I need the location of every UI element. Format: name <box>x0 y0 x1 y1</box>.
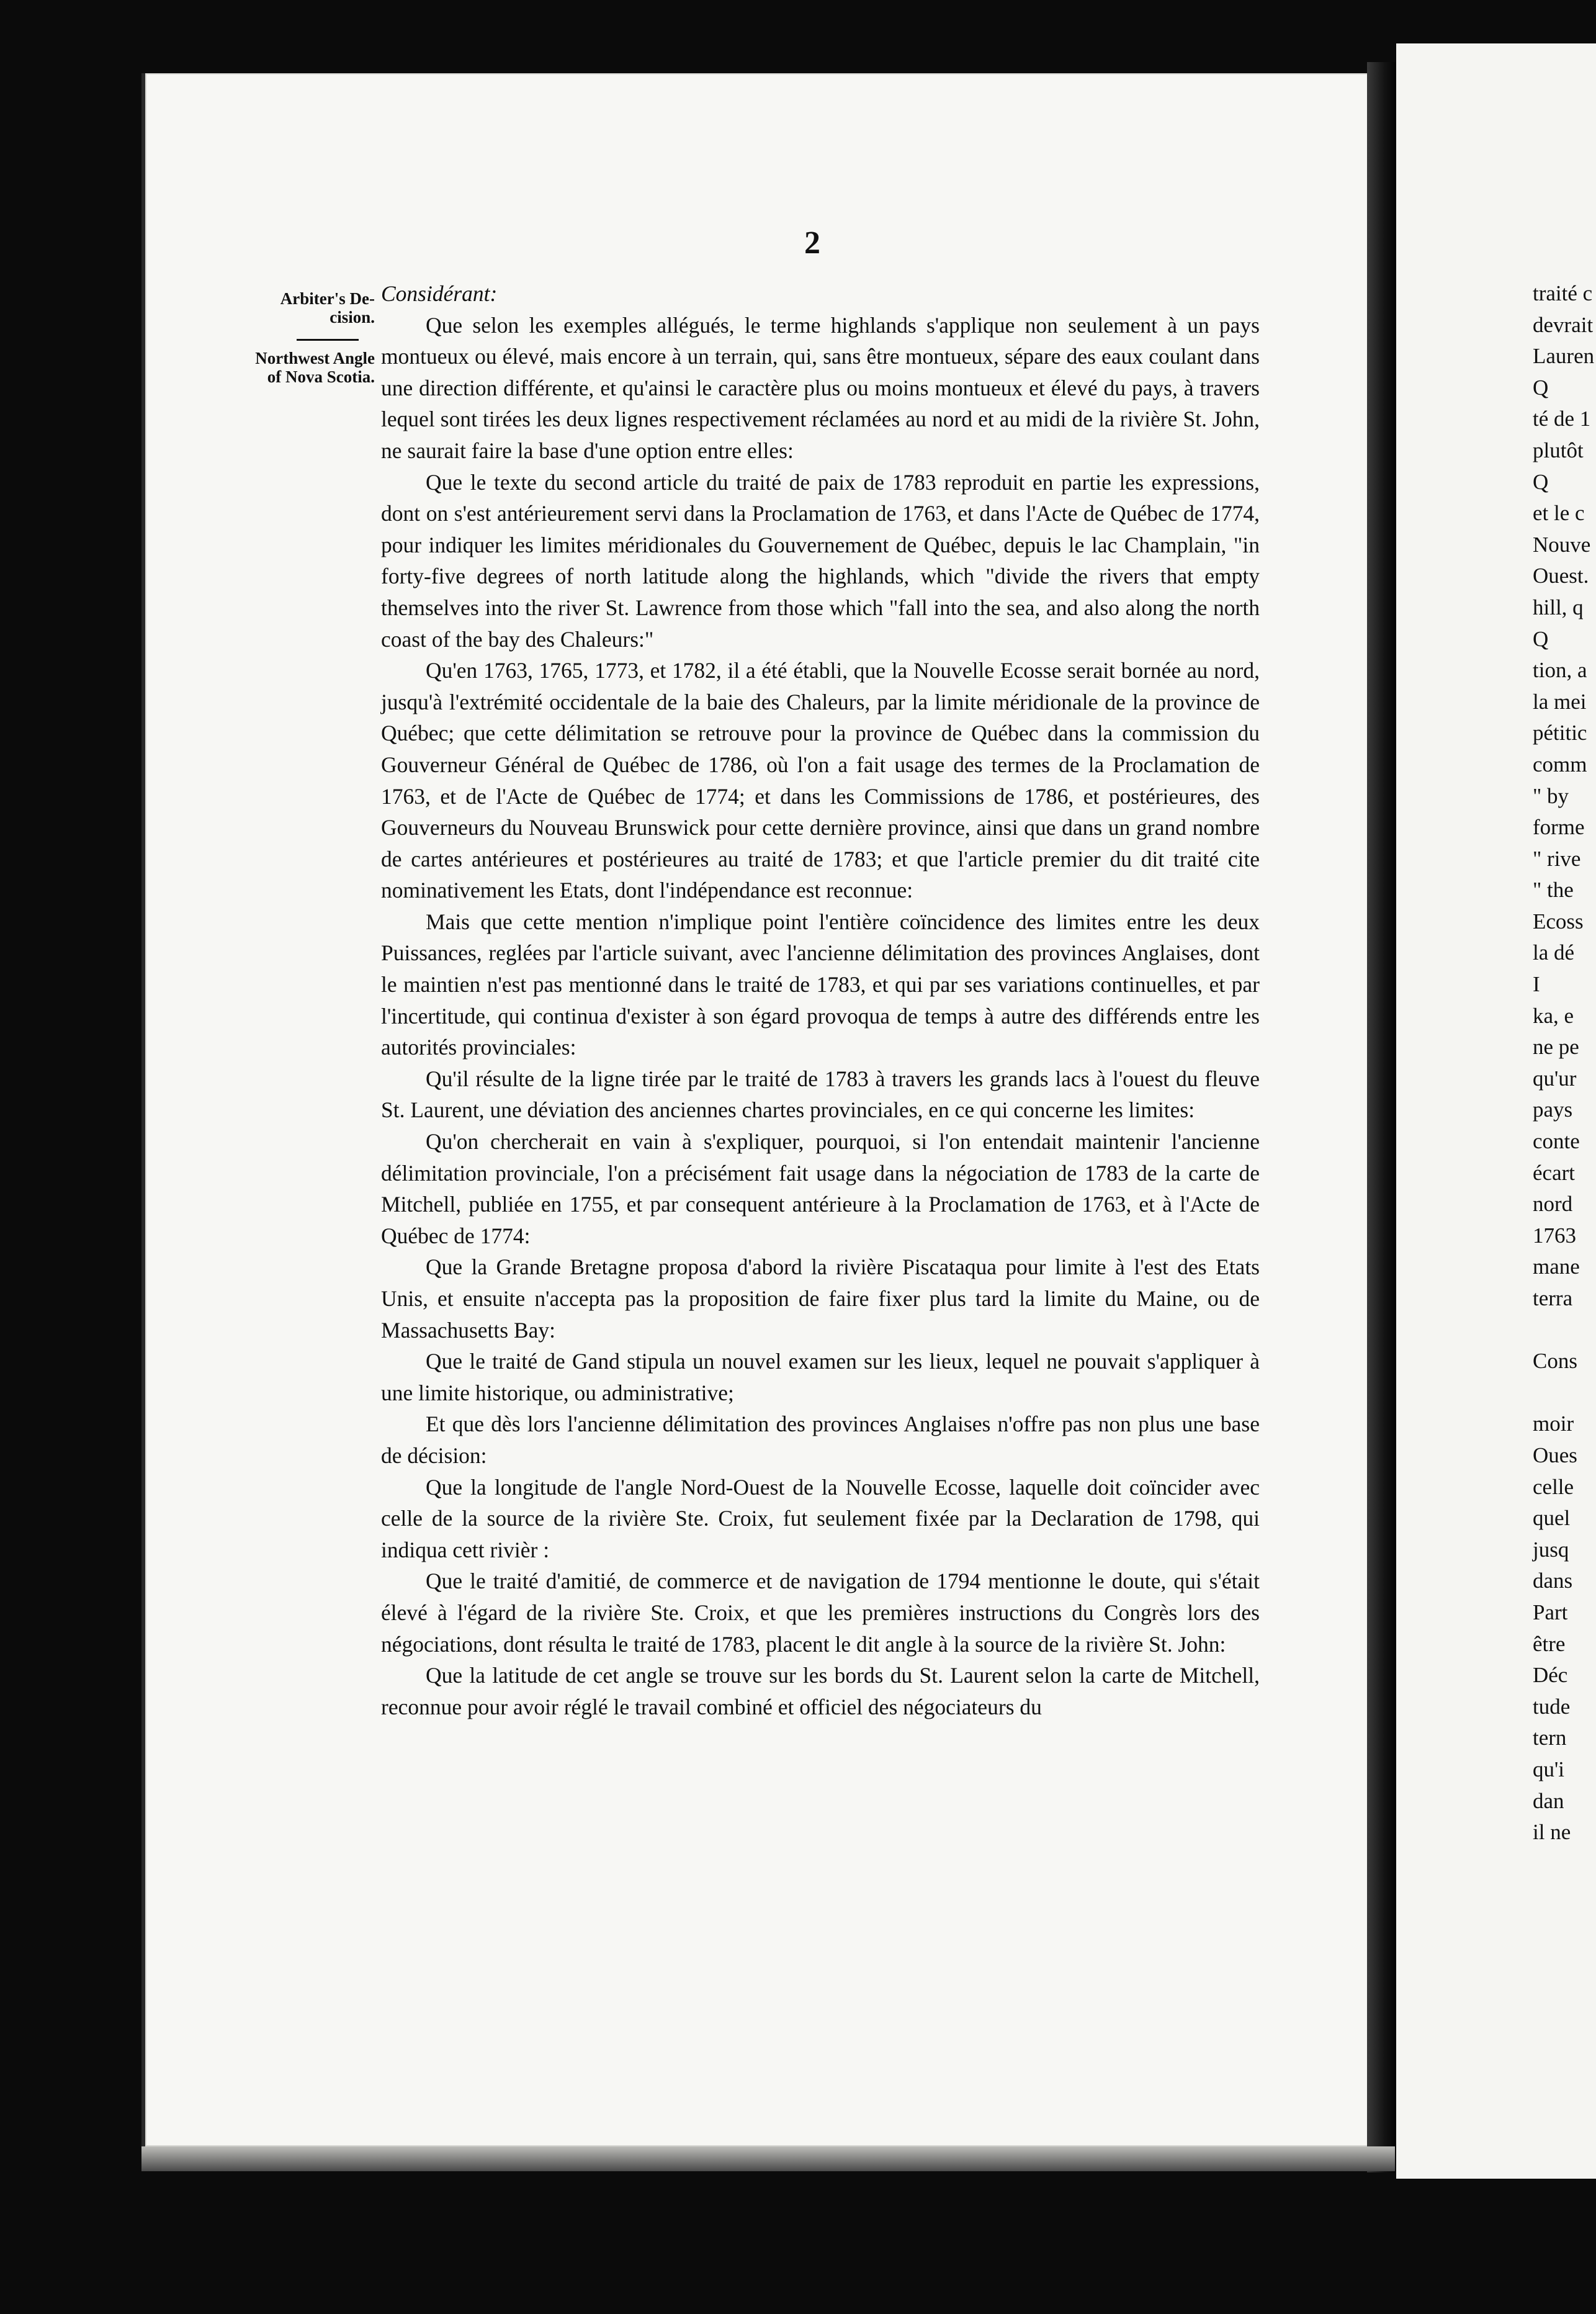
right-page-line-fragment: pétitic <box>1533 721 1587 745</box>
right-page-line-fragment: qu'ur <box>1533 1066 1577 1091</box>
margin-notes <box>251 289 375 426</box>
right-page-line-fragment: forme <box>1533 815 1585 840</box>
right-page-line-fragment: Q <box>1533 626 1549 651</box>
right-page-line-fragment: hill, q <box>1533 595 1584 619</box>
right-page-line-fragment: Nouve <box>1533 532 1591 557</box>
right-page-text-fragments <box>1533 278 1596 1848</box>
right-page-line-fragment: nord <box>1533 1192 1573 1217</box>
right-page-line-fragment: " by <box>1533 783 1569 808</box>
page-bottom-edge <box>141 2146 1395 2171</box>
right-page-line-fragment: Lauren <box>1533 344 1595 369</box>
book-gutter <box>1367 62 1396 2172</box>
paragraph: Que la longitude de l'angle Nord-Ouest de la Nouvelle Ecosse, laquelle doit coïncider avec celle de la source de la rivière Ste. Croix, fut seulement fixée par la Declaration de 1798, qui indiqua cett rivièr : <box>381 1474 1260 1562</box>
right-page-line-fragment: traité c <box>1533 281 1593 305</box>
right-page-line-fragment: jusq <box>1533 1537 1569 1562</box>
paragraph: Qu'il résulte de la ligne tirée par le traité de 1783 à travers les grands lacs à l'ouest du fleuve St. Laurent, une déviation des anciennes chartes provinciales, en ce qui concerne les limites: <box>381 1066 1260 1123</box>
right-page-line-fragment: ka, e <box>1533 1003 1574 1028</box>
right-page-line-fragment: pays <box>1533 1097 1573 1122</box>
right-page-line-fragment: il ne <box>1533 1820 1571 1845</box>
right-page-line-fragment: tern <box>1533 1726 1567 1750</box>
right-page-line-fragment: Part <box>1533 1600 1568 1624</box>
paragraph: Que selon les exemples allégués, le terme highlands s'applique non seulement à un pays montueux ou élevé, mais encore à un terrain, qui, sans être montueux, sépare des eaux coulant dans une direction différente, et qu'ainsi le caractère plus ou moins montueux et élevé du pays, à travers lequel sont tirées les deux lignes respectivement réclamées au nord et au midi de la rivière St. John, ne saurait faire la base d'une option entre elles: <box>381 312 1260 463</box>
paragraph: Qu'en 1763, 1765, 1773, et 1782, il a été établi, que la Nouvelle Ecosse serait bornée au nord, jusqu'à l'extrémité occidentale de la baie des Chaleurs, par la limite méridionale de la province de Québec; que cette délimitation se retrouve pour la province de Québec dans la commission du Gouverneur Général de Québec de 1786, où l'on a fait usage des termes de la Proclamation de 1763, et de l'Acte de Québec de 1774; et dans les Commissions de 1786, et postérieures, des Gouverneurs du Nouveau Brunswick pour cette dernière province, ainsi que dans un grand nombre de cartes antérieures et postérieures au traité de 1783; et que l'article premier du dit traité cite nominativement les Etats, dont l'indépendance est reconnue: <box>381 658 1260 903</box>
right-page-line-fragment: Q <box>1533 375 1549 400</box>
right-page-line-fragment: dan <box>1533 1788 1564 1813</box>
right-page-line-fragment <box>1533 1315 1596 1346</box>
paragraph: Que la Grande Bretagne proposa d'abord la rivière Piscataqua pour limite à l'est des Etats Unis, et ensuite n'accepta pas la proposition de faire fixer plus tard la limite du Maine, ou de Massachusetts Bay: <box>381 1254 1260 1343</box>
right-page-line-fragment: devrait <box>1533 312 1594 337</box>
right-page-line-fragment: Déc <box>1533 1663 1568 1688</box>
paragraph: Et que dès lors l'ancienne délimitation des provinces Anglaises n'offre pas non plus une base de décision: <box>381 1411 1260 1468</box>
right-page-line-fragment: Ouest. <box>1533 564 1589 588</box>
right-page-line-fragment: écart <box>1533 1160 1575 1185</box>
paragraph: Mais que cette mention n'implique point l'entière coïncidence des limites entre les deux Puissances, reglées par l'article suivant, avec l'ancienne délimitation des provinces Anglaises, dont le maintien n'est pas mentionné dans le traité de 1783, et qui par ses variations continuelles, et par l'incertitude, qui continua d'exister à son égard provoqua de temps à autre des différends entre les autorités provinciales: <box>381 909 1260 1060</box>
paragraph: Que la latitude de cet angle se trouve sur les bords du St. Laurent selon la carte de Mitchell, reconnue pour avoir réglé le travail combiné et officiel des négociateurs du <box>381 1663 1260 1719</box>
right-page-line-fragment: être <box>1533 1631 1566 1656</box>
right-page-line-fragment: moir <box>1533 1411 1574 1436</box>
margin-note-divider <box>297 339 359 341</box>
page-number: 2 <box>804 225 820 261</box>
right-page-line-fragment: Cons <box>1533 1349 1577 1374</box>
section-heading: Considérant: <box>381 281 498 306</box>
right-page-line-fragment: plutôt <box>1533 438 1584 462</box>
right-page-line-fragment: Oues <box>1533 1443 1577 1467</box>
right-page-line-fragment: dans <box>1533 1569 1573 1593</box>
right-page-line-fragment: 1763 <box>1533 1223 1576 1248</box>
right-page-line-fragment: et le c <box>1533 501 1585 526</box>
right-page-line-fragment: tude <box>1533 1694 1571 1719</box>
paragraph: Que le traité de Gand stipula un nouvel examen sur les lieux, lequel ne pouvait s'appliquer à une limite historique, ou administrative; <box>381 1349 1260 1405</box>
right-page-line-fragment: conte <box>1533 1129 1580 1154</box>
right-page-line-fragment: ne pe <box>1533 1035 1579 1060</box>
right-page-line-fragment: tion, a <box>1533 658 1587 683</box>
right-page-line-fragment: celle <box>1533 1474 1574 1499</box>
right-page-line-fragment: la dé <box>1533 940 1575 965</box>
right-page-line-fragment: comm <box>1533 752 1587 777</box>
right-page-line-fragment: Ecoss <box>1533 909 1584 934</box>
right-page-line-fragment: la mei <box>1533 689 1587 714</box>
paragraph: Que le texte du second article du traité de paix de 1783 reproduit en partie les expressions, dont on s'est antérieurement servi dans la Proclamation de 1763, et dans l'Acte de Québec de 1774, pour indiquer les limites méridionales du Gouvernement de Québec, depuis le lac Champlain, "in forty-five degrees of north latitude along the highlands, which "divide the rivers that empty themselves into the river St. Lawrence from those which "fall into the sea, and also along the north coast of the bay des Chaleurs:" <box>381 469 1260 652</box>
right-page-line-fragment: " the <box>1533 878 1574 903</box>
margin-note-northwest-angle: Northwest Angle of Nova Scotia. <box>255 349 375 386</box>
paragraph: Qu'on chercherait en vain à s'expliquer, pourquoi, si l'on entendait maintenir l'ancienne délimitation provinciale, l'on a précisément fait usage dans la négociation de 1783 de la carte de Mitchell, publiée en 1755, et par consequent antérieure à la Proclamation de 1763, et à l'Acte de Québec de 1774: <box>381 1129 1260 1248</box>
right-page-line-fragment <box>1533 1377 1596 1409</box>
right-page-line-fragment: " rive <box>1533 846 1581 871</box>
right-page-line-fragment: té de 1 <box>1533 407 1591 431</box>
right-page-line-fragment: mane <box>1533 1254 1580 1279</box>
main-text-column <box>381 278 1260 1722</box>
right-page-line-fragment: Q <box>1533 469 1549 494</box>
right-page-line-fragment: I <box>1533 972 1540 997</box>
paragraph: Que le traité d'amitié, de commerce et de navigation de 1794 mentionne le doute, qui s'était élevé à l'égard de la rivière Ste. Croix, et que les premières instructions du Congrès lors des négociations, dont résulta le traité de 1783, placent le dit angle à la source de la rivière St. John: <box>381 1569 1260 1657</box>
right-page-line-fragment: qu'i <box>1533 1757 1565 1781</box>
margin-note-arbiters-decision: Arbiter's Decision. <box>280 289 375 326</box>
right-page-line-fragment: quel <box>1533 1506 1571 1531</box>
right-page-line-fragment: terra <box>1533 1286 1573 1310</box>
